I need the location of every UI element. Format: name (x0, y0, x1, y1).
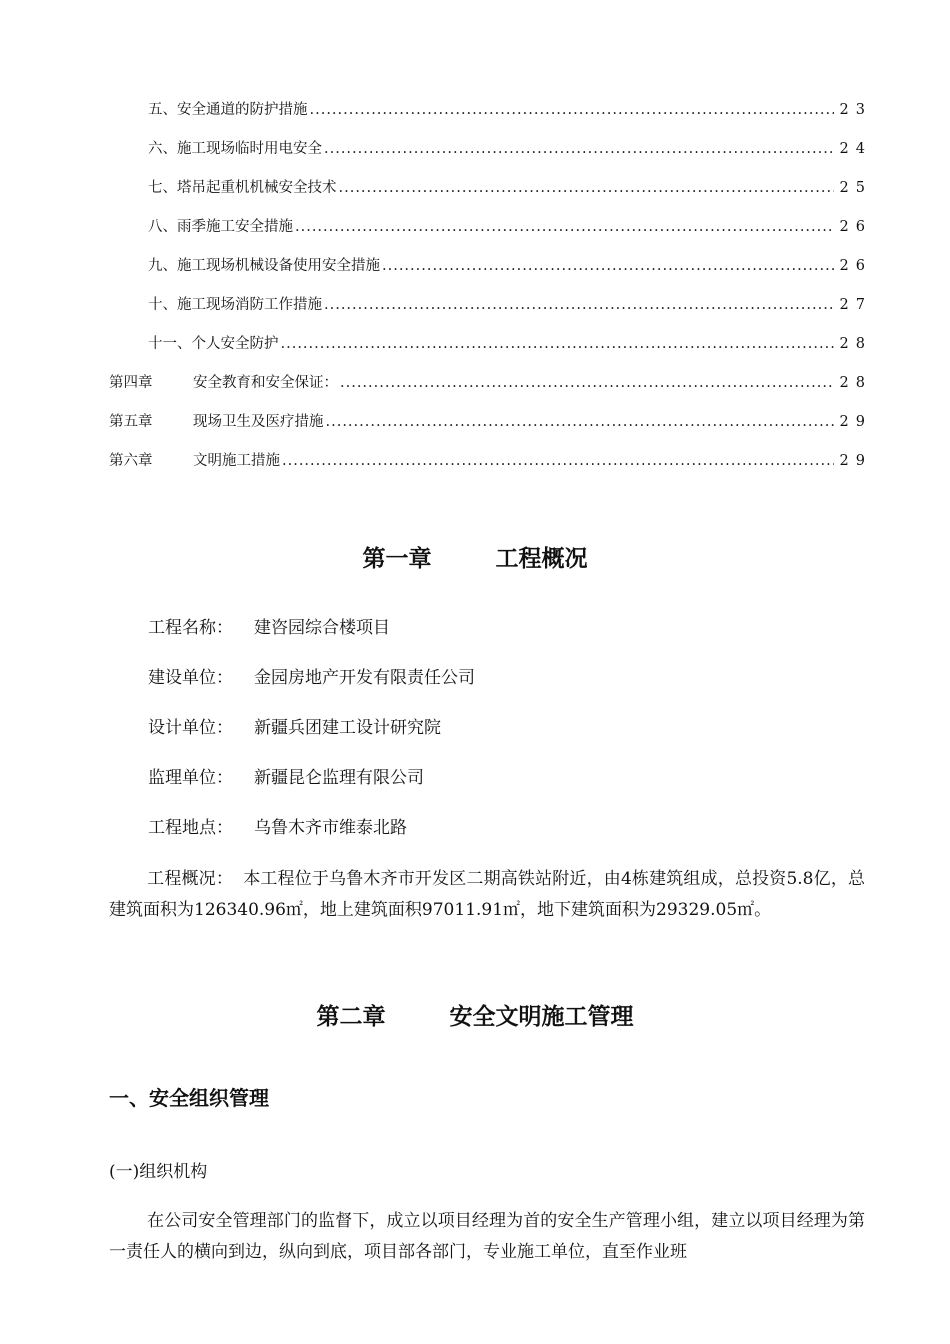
toc-leader-dots (324, 294, 834, 316)
subsection-heading: (一)组织机构 (109, 1162, 208, 1182)
toc-entry-page: 24 (839, 141, 872, 157)
toc-entry-title: 八、雨季施工安全措施 (148, 219, 293, 235)
toc-entry[interactable] (148, 138, 872, 160)
toc-entry-title: 十、施工现场消防工作措施 (148, 297, 322, 313)
toc-entry-title: 安全教育和安全保证： (193, 375, 338, 391)
developer-label: 建设单位： (148, 668, 233, 688)
toc-leader-dots (326, 411, 834, 433)
toc-entry-title: 文明施工措施 (193, 453, 280, 469)
toc-leader-dots (324, 138, 834, 160)
toc-leader-dots (295, 216, 834, 238)
designer-label: 设计单位： (148, 718, 233, 738)
location-value: 乌鲁木齐市维泰北路 (254, 818, 407, 838)
organization-paragraph (109, 1206, 865, 1268)
developer-value: 金园房地产开发有限责任公司 (254, 668, 475, 688)
toc-entry-page: 23 (839, 102, 872, 118)
toc-entry-chapter: 第五章 (109, 414, 153, 430)
toc-leader-dots (282, 450, 834, 472)
toc-entry-title: 十一、个人安全防护 (148, 336, 279, 352)
overview-text: 本工程位于乌鲁木齐市开发区二期高铁站附近，由4栋建筑组成，总投资5.8亿，总建筑面积为126340.96㎡，地上建筑面积97011.91㎡，地下建筑面积为29329.05㎡。 (109, 869, 866, 920)
toc-entry-title: 现场卫生及医疗措施 (193, 414, 324, 430)
toc-leader-dots (281, 333, 834, 355)
overview-label: 工程概况： (147, 869, 234, 889)
toc-leader-dots (310, 99, 834, 121)
toc-entry-chapter: 第四章 (109, 375, 153, 391)
toc-entry-title: 九、施工现场机械设备使用安全措施 (148, 258, 380, 274)
toc-entry[interactable] (148, 294, 872, 316)
toc-leader-dots (339, 177, 834, 199)
project-name-label: 工程名称： (148, 618, 233, 638)
toc-entry[interactable] (148, 333, 872, 355)
project-name-value: 建咨园综合楼项目 (254, 618, 390, 638)
supervisor-value: 新疆昆仑监理有限公司 (254, 768, 424, 788)
toc-entry[interactable] (109, 411, 872, 433)
toc-entry-title: 六、施工现场临时用电安全 (148, 141, 322, 157)
project-name-row (148, 615, 390, 641)
toc-entry[interactable] (148, 216, 872, 238)
toc-entry[interactable] (148, 99, 872, 121)
toc-entry-page: 27 (839, 297, 872, 313)
toc-entry[interactable] (109, 372, 872, 394)
toc-entry-page: 29 (839, 414, 872, 430)
toc-entry-page: 29 (839, 453, 872, 469)
toc-entry[interactable] (148, 177, 872, 199)
toc-entry-page: 25 (839, 180, 872, 196)
toc-entry[interactable] (148, 255, 872, 277)
toc-entry-page: 26 (839, 219, 872, 235)
location-label: 工程地点： (148, 818, 233, 838)
toc-entry-page: 28 (839, 375, 872, 391)
section-heading: 一、安全组织管理 (109, 1086, 269, 1110)
supervisor-label: 监理单位： (148, 768, 233, 788)
designer-row (148, 715, 441, 741)
toc-entry-title: 七、塔吊起重机机械安全技术 (148, 180, 337, 196)
supervisor-row (148, 765, 424, 791)
toc-entry-page: 28 (839, 336, 872, 352)
designer-value: 新疆兵团建工设计研究院 (254, 718, 441, 738)
toc-leader-dots (340, 372, 834, 394)
toc-leader-dots (382, 255, 834, 277)
organization-text: 在公司安全管理部门的监督下，成立以项目经理为首的安全生产管理小组，建立以项目经理为第一责任人的横向到边，纵向到底，项目部各部门，专业施工单位，直至作业班 (109, 1211, 865, 1262)
toc-entry[interactable] (109, 450, 872, 472)
project-overview-paragraph (109, 864, 865, 926)
chapter-2-heading: 第二章 安全文明施工管理 (316, 1003, 634, 1030)
toc-entry-page: 26 (839, 258, 872, 274)
toc-entry-title: 五、安全通道的防护措施 (148, 102, 308, 118)
chapter-1-heading: 第一章 工程概况 (362, 545, 588, 572)
toc-entry-chapter: 第六章 (109, 453, 153, 469)
location-row (148, 815, 407, 841)
developer-row (148, 665, 475, 691)
